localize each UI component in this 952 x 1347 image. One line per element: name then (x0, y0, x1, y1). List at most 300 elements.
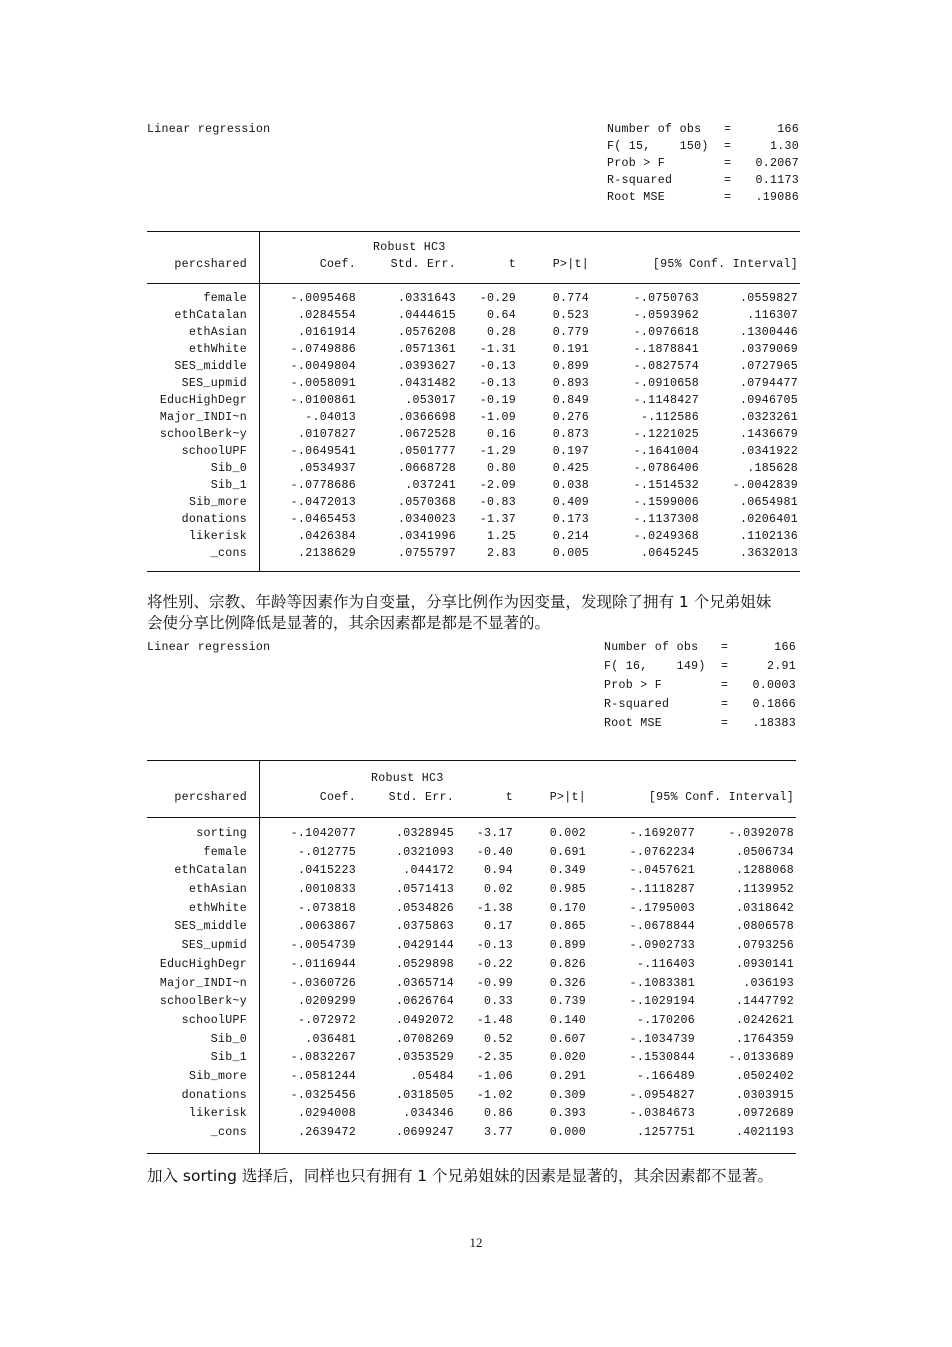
cell-lo: -.0786406 (633, 462, 699, 475)
cell-p: 0.739 (549, 995, 586, 1009)
cell-p: 0.774 (552, 292, 589, 305)
cell-coef: -.1042077 (290, 827, 356, 840)
cell-coef: .0415223 (297, 864, 356, 878)
table-row (147, 428, 800, 445)
cell-se: .0626764 (395, 995, 454, 1009)
table-row (147, 394, 800, 411)
stat-value: 2.91 (766, 660, 796, 673)
cell-se: .0571361 (397, 343, 456, 356)
cell-t: -0.83 (479, 496, 516, 509)
cell-coef: -.0649541 (290, 445, 356, 458)
table-row (147, 1089, 796, 1108)
stat-label: Number of obs (607, 123, 702, 136)
stat-label: R-squared (604, 698, 670, 711)
cell-se: .053017 (405, 394, 456, 407)
cell-hi: .0341922 (739, 445, 798, 458)
cell-hi: .0806578 (735, 920, 794, 934)
cell-se: .0429144 (395, 939, 454, 953)
cell-p: 0.409 (552, 496, 589, 509)
table-row (147, 827, 796, 846)
cell-t: -0.13 (479, 377, 516, 390)
cell-hi: .1102136 (739, 530, 798, 543)
table-row (147, 977, 796, 996)
cell-p: 0.393 (549, 1107, 586, 1121)
cell-p: 0.173 (552, 513, 589, 526)
cell-se: .0328945 (395, 827, 454, 840)
cell-hi: .0930141 (735, 957, 794, 971)
cell-se: .05484 (410, 1069, 454, 1083)
cell-hi: -.0133689 (728, 1051, 794, 1065)
cell-coef: .0063867 (297, 920, 356, 934)
cell-coef: -.0749886 (290, 343, 356, 356)
cell-t: -2.35 (476, 1051, 513, 1065)
cell-se: .037241 (405, 479, 456, 492)
cell-lo: -.1083381 (629, 976, 695, 990)
cell-p: 0.170 (549, 901, 586, 915)
header-p: P>|t| (552, 258, 589, 271)
table-bottom-rule (147, 571, 800, 572)
cell-var: female (203, 845, 247, 859)
header-se-line1: Robust HC3 (371, 772, 444, 785)
cell-se: .0576208 (397, 326, 456, 339)
cell-var: ethCatalan (174, 309, 247, 322)
cell-p: 0.020 (549, 1051, 586, 1065)
cell-t: -1.02 (476, 1088, 513, 1102)
cell-var: Sib_1 (210, 1051, 247, 1065)
regression-1-table (147, 231, 800, 572)
table-row (147, 939, 796, 958)
cell-var: likerisk (188, 530, 247, 543)
cell-var: schoolUPF (181, 1013, 247, 1027)
cell-se: .0321093 (395, 845, 454, 859)
cell-hi: .0972689 (735, 1107, 794, 1121)
cell-hi: .0559827 (739, 292, 798, 305)
cell-se: .0340023 (397, 513, 456, 526)
cell-hi: .0654981 (739, 496, 798, 509)
table-row (147, 445, 800, 462)
header-se: Std. Err. (388, 791, 454, 804)
stat-value: 166 (774, 641, 796, 654)
cell-t: 0.94 (483, 864, 513, 878)
stat-label: Root MSE (604, 717, 663, 730)
cell-lo: -.1599006 (633, 496, 699, 509)
cell-lo: -.0954827 (629, 1088, 695, 1102)
regression-2-rows (147, 827, 796, 1145)
cell-p: 0.849 (552, 394, 589, 407)
cell-hi: -.0042839 (732, 479, 798, 492)
table-row (147, 1033, 796, 1052)
cell-t: -0.99 (476, 976, 513, 990)
table-top-rule (147, 231, 800, 232)
cell-se: .0444615 (397, 309, 456, 322)
cell-p: 0.523 (552, 309, 589, 322)
cell-p: 0.291 (549, 1069, 586, 1083)
cell-se: .0341996 (397, 530, 456, 543)
cell-p: 0.425 (552, 462, 589, 475)
cell-var: SES_middle (174, 920, 247, 934)
regression-1-rows (147, 292, 800, 564)
cell-p: 0.893 (552, 377, 589, 390)
cell-coef: -.0116944 (290, 957, 356, 971)
cell-p: 0.779 (552, 326, 589, 339)
cell-t: 0.16 (486, 428, 516, 441)
cell-t: -0.19 (479, 394, 516, 407)
cell-hi: .1436679 (739, 428, 798, 441)
cell-var: ethWhite (188, 343, 247, 356)
cell-coef: -.073818 (297, 901, 356, 915)
cell-hi: .0323261 (739, 411, 798, 424)
cell-p: 0.140 (549, 1013, 586, 1027)
cell-var: donations (181, 1088, 247, 1102)
table-row (147, 547, 800, 564)
cell-t: -0.22 (476, 957, 513, 971)
cell-var: ethAsian (188, 326, 247, 339)
cell-coef: -.012775 (297, 845, 356, 859)
cell-coef: -.0465453 (290, 513, 356, 526)
cell-se: .0501777 (397, 445, 456, 458)
cell-lo: -.0457621 (629, 864, 695, 878)
cell-se: .0534826 (395, 901, 454, 915)
cell-t: -1.29 (479, 445, 516, 458)
cell-se: .034346 (403, 1107, 454, 1121)
cell-var: donations (181, 513, 247, 526)
cell-coef: -.0095468 (290, 292, 356, 305)
cell-hi: .036193 (743, 976, 794, 990)
cell-se: .0375863 (395, 920, 454, 934)
cell-lo: -.116403 (636, 957, 695, 971)
cell-hi: .116307 (747, 309, 798, 322)
cell-hi: .0794477 (739, 377, 798, 390)
cell-t: 0.33 (483, 995, 513, 1009)
cell-lo: -.1878841 (633, 343, 699, 356)
cell-lo: -.0593962 (633, 309, 699, 322)
cell-t: -0.13 (479, 360, 516, 373)
cell-var: EducHighDegr (159, 394, 247, 407)
cell-coef: -.0054739 (290, 939, 356, 953)
cell-se: .0431482 (397, 377, 456, 390)
cell-coef: -.0778686 (290, 479, 356, 492)
cell-se: .0571413 (395, 883, 454, 897)
cell-t: -1.06 (476, 1069, 513, 1083)
cell-lo: -.1795003 (629, 901, 695, 915)
cell-var: _cons (210, 1126, 247, 1139)
cell-lo: -.1514532 (633, 479, 699, 492)
table-row (147, 360, 800, 377)
cell-t: -1.31 (479, 343, 516, 356)
table-row (147, 326, 800, 343)
cell-se: .0672528 (397, 428, 456, 441)
table-row (147, 995, 796, 1014)
paragraph-1-line-2: 会使分享比例降低是显著的，其余因素都是都是不显著的。 (147, 614, 551, 632)
stat-value: 0.1866 (752, 698, 796, 711)
cell-coef: .0107827 (297, 428, 356, 441)
cell-lo: -.0384673 (629, 1107, 695, 1121)
cell-lo: -.1221025 (633, 428, 699, 441)
header-ci: [95% Conf. Interval] (652, 258, 798, 271)
cell-t: 0.52 (483, 1032, 513, 1046)
cell-var: schoolBerk~y (159, 995, 247, 1009)
stat-label: Root MSE (607, 191, 666, 204)
table-row (147, 1070, 796, 1089)
cell-coef: .036481 (305, 1032, 356, 1046)
cell-t: 0.17 (483, 920, 513, 934)
table-row (147, 1051, 796, 1070)
table-header-rule (147, 283, 800, 284)
cell-t: 0.64 (486, 309, 516, 322)
table-row (147, 292, 800, 309)
cell-var: sorting (196, 827, 247, 840)
cell-coef: .2138629 (297, 547, 356, 560)
header-depvar: percshared (174, 258, 247, 271)
table-row (147, 902, 796, 921)
cell-coef: .0284554 (297, 309, 356, 322)
cell-t: -2.09 (479, 479, 516, 492)
cell-t: -0.40 (476, 845, 513, 859)
cell-coef: .0161914 (297, 326, 356, 339)
cell-se: .044172 (403, 864, 454, 878)
cell-p: 0.214 (552, 530, 589, 543)
table-row (147, 958, 796, 977)
cell-var: ethAsian (188, 883, 247, 897)
cell-lo: -.1034739 (629, 1032, 695, 1046)
cell-lo: -.0902733 (629, 939, 695, 953)
paragraph-2: 加入 sorting 选择后，同样也只有拥有 1 个兄弟姐妹的因素是显著的，其余因素都不显著。 (147, 1167, 774, 1185)
paragraph-1-line-1: 将性别、宗教、年龄等因素作为自变量，分享比例作为因变量，发现除了拥有 1 个兄弟姐妹 (147, 593, 772, 611)
table-row (147, 846, 796, 865)
cell-var: schoolUPF (181, 445, 247, 458)
cell-coef: .0534937 (297, 462, 356, 475)
cell-se: .0353529 (395, 1051, 454, 1065)
table-row (147, 496, 800, 513)
stat-label: Number of obs (604, 641, 699, 654)
table-row (147, 1107, 796, 1126)
cell-lo: .0645245 (640, 547, 699, 560)
cell-hi: .0379069 (739, 343, 798, 356)
page-number: 12 (469, 1235, 483, 1250)
cell-coef: .0426384 (297, 530, 356, 543)
cell-coef: -.0325456 (290, 1088, 356, 1102)
cell-p: 0.005 (552, 547, 589, 560)
cell-var: Sib_1 (210, 479, 247, 492)
stat-value: .18383 (752, 717, 796, 730)
cell-t: -0.29 (479, 292, 516, 305)
cell-p: 0.865 (549, 920, 586, 934)
cell-coef: .2639472 (297, 1126, 356, 1139)
cell-se: .0708269 (395, 1032, 454, 1046)
cell-coef: -.0832267 (290, 1051, 356, 1065)
cell-se: .0365714 (395, 976, 454, 990)
cell-hi: .0727965 (739, 360, 798, 373)
cell-var: SES_upmid (181, 377, 247, 390)
stat-label: F( 16, 149) (604, 660, 706, 673)
table-row (147, 920, 796, 939)
cell-t: 0.86 (483, 1107, 513, 1121)
cell-t: -1.09 (479, 411, 516, 424)
header-t: t (508, 258, 516, 271)
cell-hi: .4021193 (735, 1126, 794, 1139)
cell-hi: .0502402 (735, 1069, 794, 1083)
header-coef: Coef. (319, 258, 356, 271)
header-t: t (505, 791, 513, 804)
cell-hi: -.0392078 (728, 827, 794, 840)
table-row (147, 1126, 796, 1145)
cell-t: 0.02 (483, 883, 513, 897)
cell-hi: .1300446 (739, 326, 798, 339)
regression-1-title: Linear regression (147, 123, 271, 136)
cell-var: SES_middle (174, 360, 247, 373)
cell-t: 3.77 (483, 1126, 513, 1139)
cell-hi: .1139952 (735, 883, 794, 897)
cell-t: -1.48 (476, 1013, 513, 1027)
cell-lo: -.112586 (640, 411, 699, 424)
cell-t: 2.83 (486, 547, 516, 560)
cell-t: 1.25 (486, 530, 516, 543)
cell-se: .0755797 (397, 547, 456, 560)
table-row (147, 309, 800, 326)
cell-p: 0.326 (549, 976, 586, 990)
cell-coef: .0209299 (297, 995, 356, 1009)
cell-var: Major_INDI~n (159, 976, 247, 990)
cell-lo: -.0750763 (633, 292, 699, 305)
cell-se: .0668728 (397, 462, 456, 475)
regression-1-stats: Number of obs = 166 F( 15, 150) = 1.30 Prob > F = 0.2067 R-squared = 0.1173 Root MSE = .19086 (607, 123, 799, 204)
cell-hi: .3632013 (739, 547, 798, 560)
cell-var: ethCatalan (174, 864, 247, 878)
cell-hi: .0318642 (735, 901, 794, 915)
cell-t: 0.28 (486, 326, 516, 339)
regression-2-title: Linear regression (147, 641, 271, 654)
cell-lo: -.1029194 (629, 995, 695, 1009)
cell-se: .0393627 (397, 360, 456, 373)
cell-lo: -.0910658 (633, 377, 699, 390)
cell-p: 0.191 (552, 343, 589, 356)
header-se-line1: Robust HC3 (373, 241, 446, 254)
cell-coef: -.0058091 (290, 377, 356, 390)
cell-p: 0.000 (549, 1126, 586, 1139)
cell-lo: -.0678844 (629, 920, 695, 934)
cell-se: .0570368 (397, 496, 456, 509)
cell-hi: .185628 (747, 462, 798, 475)
cell-coef: -.0100861 (290, 394, 356, 407)
stat-value: 166 (777, 123, 799, 136)
cell-se: .0331643 (397, 292, 456, 305)
cell-lo: -.0249368 (633, 530, 699, 543)
table-row (147, 462, 800, 479)
table-row (147, 530, 800, 547)
stat-value: 1.30 (769, 140, 799, 153)
cell-se: .0366698 (397, 411, 456, 424)
cell-t: -3.17 (476, 827, 513, 840)
table-row (147, 343, 800, 360)
cell-p: 0.002 (549, 827, 586, 840)
cell-p: 0.826 (549, 957, 586, 971)
cell-lo: -.1641004 (633, 445, 699, 458)
cell-hi: .1288068 (735, 864, 794, 878)
cell-hi: .0206401 (739, 513, 798, 526)
cell-p: 0.197 (552, 445, 589, 458)
cell-p: 0.607 (549, 1032, 586, 1046)
cell-p: 0.985 (549, 883, 586, 897)
cell-se: .0529898 (395, 957, 454, 971)
header-coef: Coef. (319, 791, 356, 804)
cell-var: Sib_0 (210, 1032, 247, 1046)
cell-coef: -.072972 (297, 1013, 356, 1027)
cell-hi: .1447792 (735, 995, 794, 1009)
table-row (147, 479, 800, 496)
stat-label: Prob > F (604, 679, 663, 692)
cell-coef: .0294008 (297, 1107, 356, 1121)
stat-value: .19086 (755, 191, 799, 204)
header-se: Std. Err. (390, 258, 456, 271)
cell-p: 0.349 (549, 864, 586, 878)
table-row (147, 883, 796, 902)
cell-coef: -.0360726 (290, 976, 356, 990)
header-ci: [95% Conf. Interval] (648, 791, 794, 804)
cell-lo: -.170206 (636, 1013, 695, 1027)
cell-lo: -.166489 (636, 1069, 695, 1083)
cell-p: 0.873 (552, 428, 589, 441)
cell-lo: -.1530844 (629, 1051, 695, 1065)
stat-value: 0.1173 (755, 174, 799, 187)
table-row (147, 864, 796, 883)
cell-t: -1.37 (479, 513, 516, 526)
cell-hi: .0242621 (735, 1013, 794, 1027)
cell-t: -0.13 (476, 939, 513, 953)
cell-var: ethWhite (188, 901, 247, 915)
cell-var: SES_upmid (181, 939, 247, 953)
table-row (147, 513, 800, 530)
regression-2-stats: Number of obs = 166 F( 16, 149) = 2.91 Prob > F = 0.0003 R-squared = 0.1866 Root MSE = .18383 (604, 641, 796, 730)
cell-var: schoolBerk~y (159, 428, 247, 441)
table-top-rule (147, 760, 796, 761)
cell-t: -1.38 (476, 901, 513, 915)
regression-2-table (147, 760, 796, 1154)
cell-se: .0492072 (395, 1013, 454, 1027)
cell-lo: .1257751 (636, 1126, 695, 1139)
cell-p: 0.038 (552, 479, 589, 492)
cell-lo: -.1692077 (629, 827, 695, 840)
stat-value: 0.2067 (755, 157, 799, 170)
cell-var: EducHighDegr (159, 957, 247, 971)
stat-label: Prob > F (607, 157, 666, 170)
table-row (147, 377, 800, 394)
cell-coef: -.04013 (305, 411, 356, 424)
cell-coef: -.0472013 (290, 496, 356, 509)
cell-t: 0.80 (486, 462, 516, 475)
cell-p: 0.691 (549, 845, 586, 859)
cell-var: Sib_more (188, 496, 247, 509)
paragraph-1 (147, 592, 771, 634)
cell-lo: -.0762234 (629, 845, 695, 859)
cell-lo: -.1148427 (633, 394, 699, 407)
cell-hi: .0946705 (739, 394, 798, 407)
table-header-rule (147, 817, 796, 818)
cell-se: .0699247 (395, 1126, 454, 1139)
table-row (147, 1014, 796, 1033)
cell-lo: -.1118287 (629, 883, 695, 897)
stat-label: R-squared (607, 174, 673, 187)
cell-se: .0318505 (395, 1088, 454, 1102)
cell-coef: .0010833 (297, 883, 356, 897)
cell-hi: .0303915 (735, 1088, 794, 1102)
cell-var: likerisk (188, 1107, 247, 1121)
cell-var: _cons (210, 547, 247, 560)
cell-coef: -.0581244 (290, 1069, 356, 1083)
cell-lo: -.0827574 (633, 360, 699, 373)
header-depvar: percshared (174, 791, 247, 804)
cell-p: 0.309 (549, 1088, 586, 1102)
cell-p: 0.899 (552, 360, 589, 373)
